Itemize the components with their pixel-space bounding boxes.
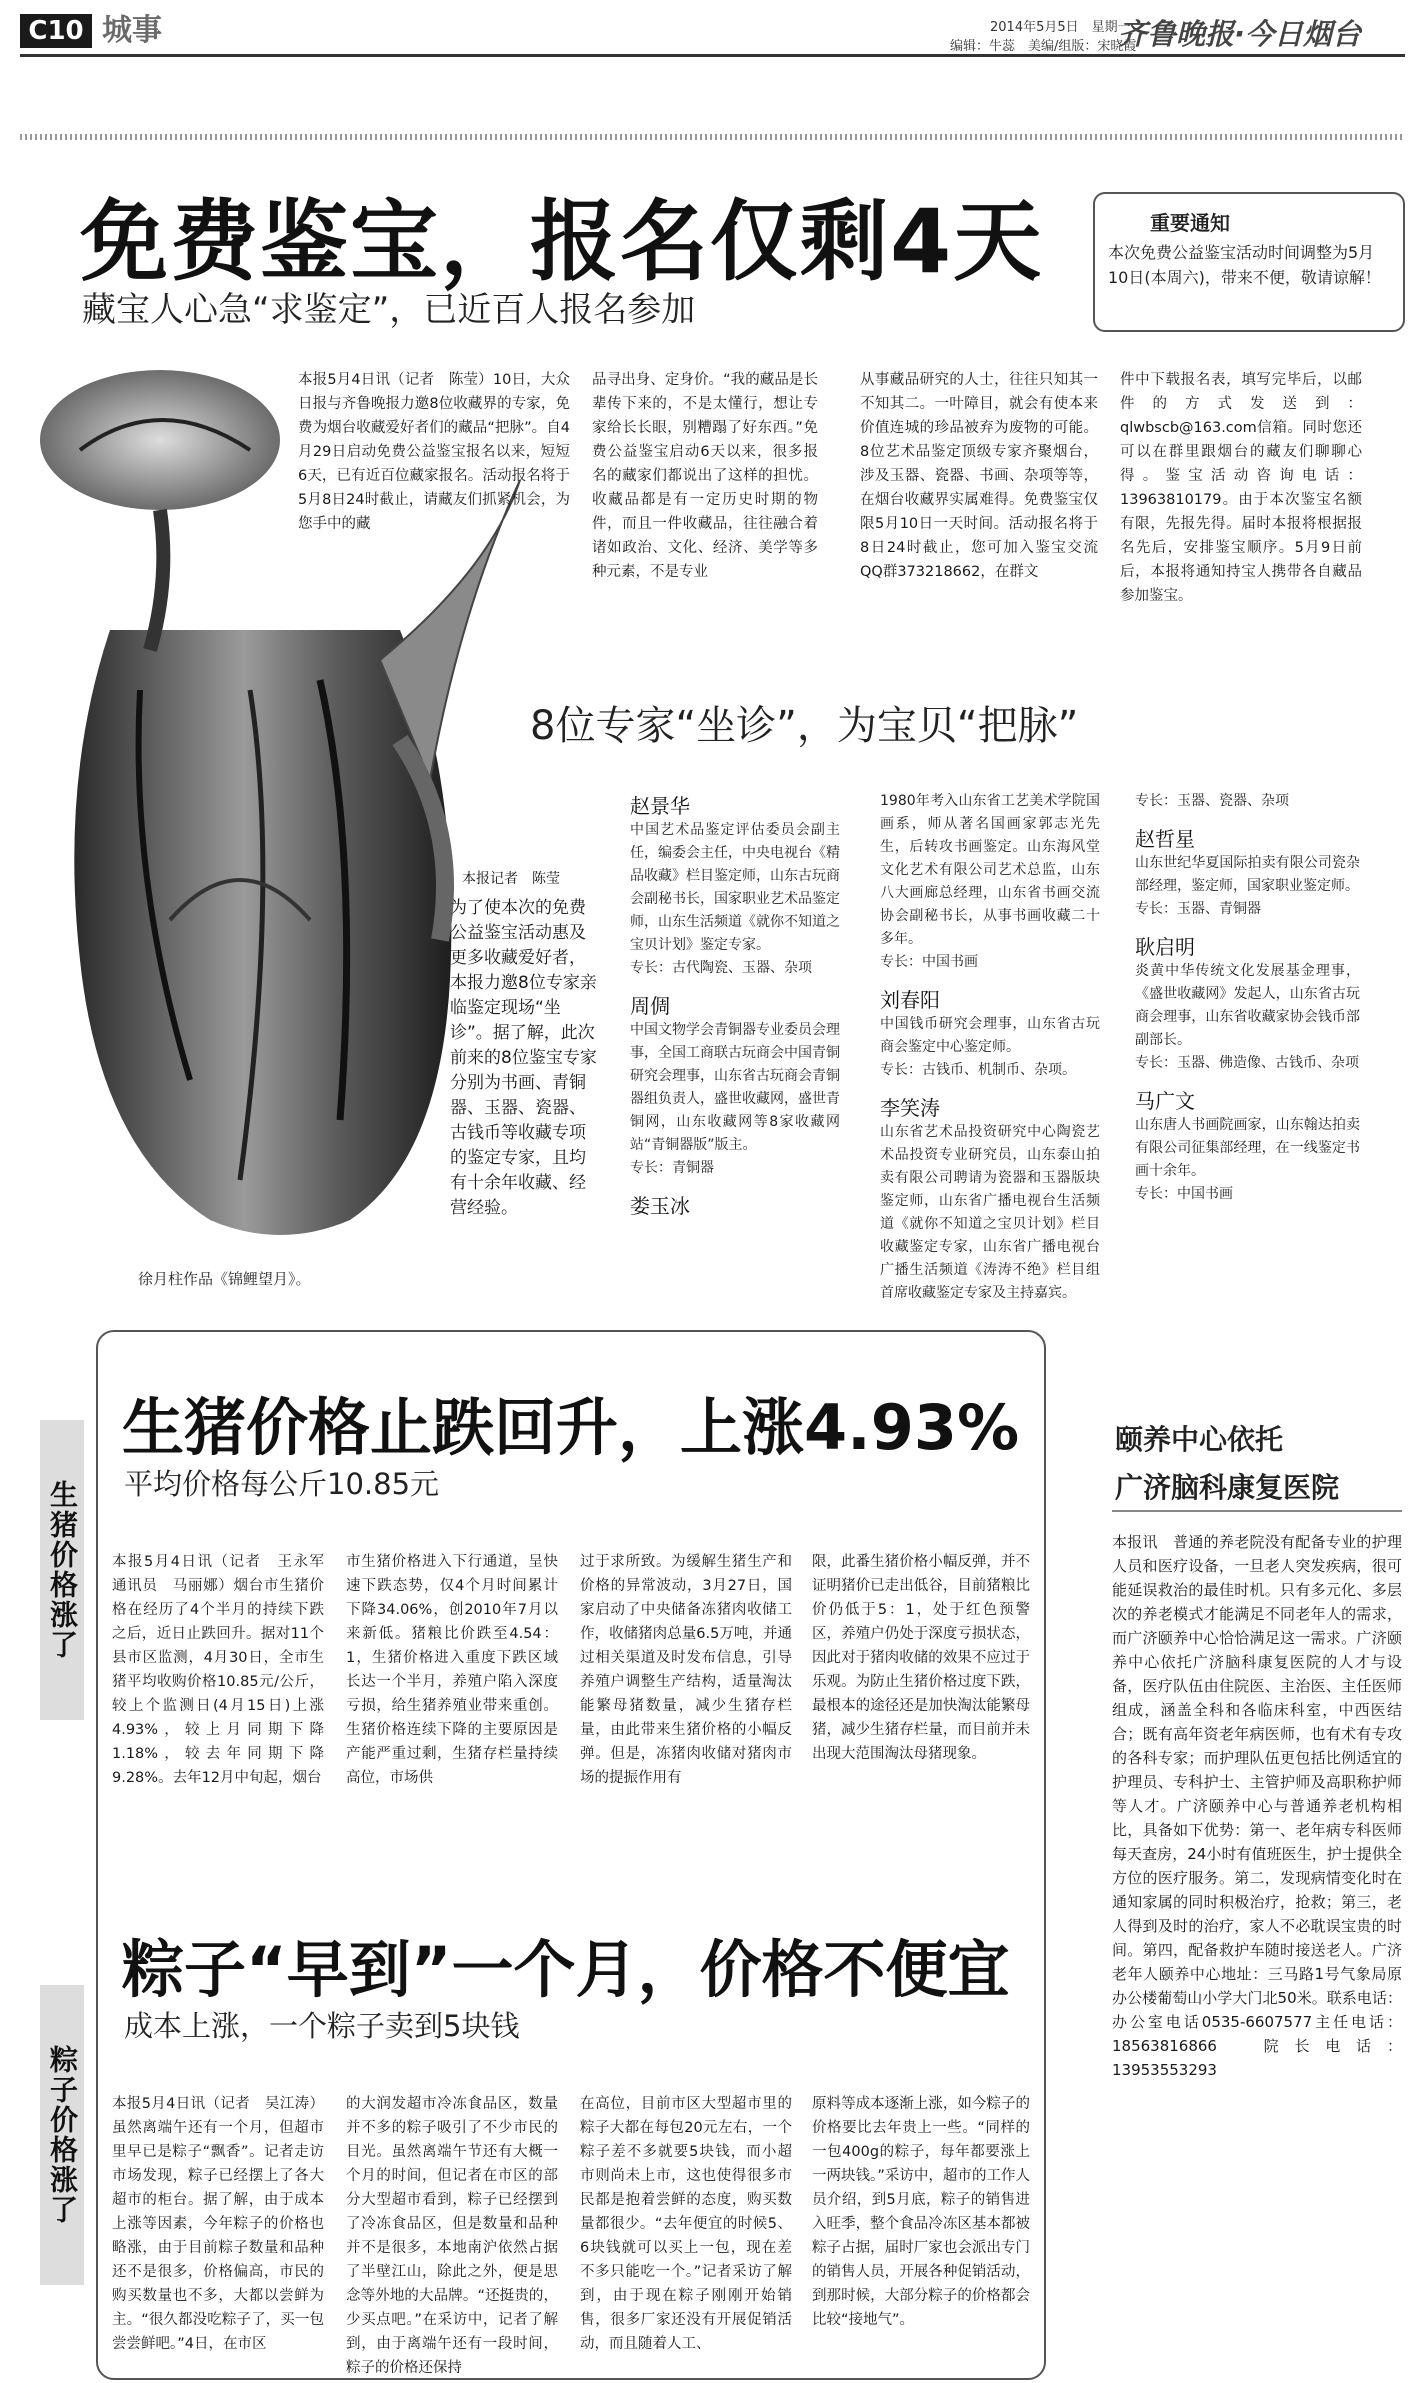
expert-bio: 山东世纪华夏国际拍卖有限公司瓷杂部经理，鉴定师，国家职业鉴定师。 xyxy=(1135,855,1360,894)
expert-column-1 xyxy=(630,790,840,1219)
zongzi-section-tab: 粽子价格涨了 xyxy=(40,1985,84,2285)
pig-column-1: 本报5月4日讯（记者 王永军 通讯员 马丽娜）烟台市生猪价格在经历了4个半月的持续下跌之后，近日止跌回升。据对11个县市区监测，4月30日，全市生猪平均收购价格10.85元/公斤，较上个监测日(4月15日)上涨4.93%，较上月同期下降1.18%，较去年同期下降9.28%。去年12月中旬起，烟台 xyxy=(112,1554,339,1786)
section-name: 城事 xyxy=(102,13,162,48)
expert-name: 娄玉冰 xyxy=(630,1194,690,1218)
pig-column-2: 市生猪价格进入下行通道，呈快速下跌态势，仅4个月时间累计下降34.06%，创2010年7月以来新低。猪粮比价跌至4.54：1，生猪价格进入重度下跌区域长达一个半月，养殖户陷入深度亏损，给生猪养殖业带来重创。生猪价格连续下降的主要原因是产能严重过剩，生猪存栏量持续高位，市场供 xyxy=(346,1554,558,1786)
expert-spec: 专长：玉器、佛造像、古钱币、杂项 xyxy=(1135,1055,1359,1071)
sidebar-body: 本报讯 普通的养老院没有配备专业的护理人员和医疗设备，一旦老人突发疾病，很可能延误救治的最佳时机。只有多元化、多层次的养老模式才能满足不同老年人的需求，而广济颐养中心恰恰满足这一需求。广济颐养中心依托广济脑科康复医院的人才与设备，医疗队伍由住院医、主治医、主任医师组成，涵盖全科和各临床科室，中西医结合；既有高年资老年病医师，也有术有专攻的各科专家；而护理队伍更包括比例适宜的护理员、专科护士、主管护师及高职称护师等人才。广济颐养中心与普通养老机构相比，具备如下优势：第一、老年病专科医师每天查房，24小时有值班医生，护士提供全方位的医疗服务。第二，发现病情变化时在通知家属的同时积极治疗，抢救；第三，老人得到及时的治疗，家人不必耽误宝贵的时间。第四，配备救护车随时接送老人。广济老年人颐养中心地址：三马路1号气象局原办公楼葡萄山小学大门北50米。联系电话：办公室电话0535-6607577主任电话：18563816866 院长电话：13953553293 xyxy=(1112,1533,1402,2079)
zongzi-column-1: 本报5月4日讯（记者 吴江涛）虽然离端午还有一个月，但超市里早已是粽子“飘香”。记者走访市场发现，粽子已经摆上了各大超市的柜台。据了解，由于成本上涨等因素，今年粽子的价格也略涨，由于目前粽子数量和品种还不是很多，价格偏高，市民的购买数量也不多，大都以尝鲜为主。“很久都没吃粽子了，买一包尝尝鲜吧。”4日，在市区 xyxy=(112,2096,324,2352)
expert-name: 刘春阳 xyxy=(880,988,940,1012)
hatch-divider xyxy=(20,134,1405,140)
lead-column-4: 件中下载报名表，填写完毕后，以邮件的方式发送到：qlwbscb@163.com信箱。同时您还可以在群里跟烟台的藏友们聊聊心得。鉴宝活动咨询电话：13963810179。由于本次鉴宝名额有限，先报先得。届时本报将根据报名先后，安排鉴宝顺序。5月9日前后，本报将通知持宝人携带各自藏品参加鉴宝。 xyxy=(1120,372,1362,604)
notice-title: 重要通知 xyxy=(1150,211,1230,235)
pig-headline: 生猪价格止跌回升，上涨4.93% xyxy=(122,1391,1020,1464)
expert-name: 赵景华 xyxy=(630,794,690,818)
zongzi-headline: 粽子“早到”一个月，价格不便宜 xyxy=(122,1933,1010,2006)
pig-column-4: 限，此番生猪价格小幅反弹，并不证明猪价已走出低谷，目前猪粮比价仍低于5：1，处于红色预警区，养殖户仍处于深度亏损状态，因此对于猪肉收储的效果不应过于乐观。为防止生猪价格过度下跌，最根本的途径还是加快淘汰能繁母猪，减少生猪存栏量，而目前并未出现大范围淘汰母猪现象。 xyxy=(812,1554,1030,1762)
sidebar-title-1: 颐养中心依托 xyxy=(1115,1423,1284,1456)
expert-bio: 中国钱币研究会理事，山东省古玩商会鉴定中心鉴定师。 xyxy=(880,1016,1100,1055)
lead-column-1: 本报5月4日讯（记者 陈莹）10日，大众日报与齐鲁晚报力邀8位收藏界的专家，免费为烟台收藏爱好者们的藏品“把脉”。自4月29日启动免费公益鉴宝报名以来，短短6天，已有近百位藏家报名。活动报名将于5月8日24时截止，请藏友们抓紧机会，为您手中的藏 xyxy=(298,372,570,532)
page-number: C10 xyxy=(20,14,92,48)
expert-spec: 专长：青铜器 xyxy=(630,1160,714,1176)
expert-spec: 专长：中国书画 xyxy=(1135,1186,1233,1202)
expert-bio: 1980年考入山东省工艺美术学院国画系，师从著名国画家郭志光先生，后转攻书画鉴定。山东海风堂文化艺术有限公司艺术总监，山东八大画廊总经理，山东省书画交流协会副秘书长，从事书画收藏二十多年。 xyxy=(880,793,1100,947)
sidebar-rule xyxy=(1112,1510,1402,1512)
sidebar-title-2: 广济脑科康复医院 xyxy=(1115,1471,1340,1504)
expert-bio: 中国艺术品鉴定评估委员会副主任，编委会主任，中央电视台《精品收藏》栏目鉴定师，山东古玩商会副秘书长，国家职业艺术品鉴定师，山东生活频道《就你不知道之宝贝计划》鉴定专家。 xyxy=(630,822,840,953)
expert-bio: 山东省艺术品投资研究中心陶瓷艺术品投资专业研究员，山东泰山拍卖有限公司聘请为瓷器和玉器版块鉴定师，山东省广播电视台生活频道《就你不知道之宝贝计划》栏目收藏鉴定专家，山东省广播电视台广播生活频道《涛涛不绝》栏目组首席收藏鉴定专家及主持嘉宾。 xyxy=(880,1124,1100,1301)
expert-name: 李笑涛 xyxy=(880,1096,940,1120)
expert-column-2 xyxy=(880,790,1100,1305)
image-caption: 徐月柱作品《锦鲤望月》。 xyxy=(138,1270,311,1288)
zongzi-subhead: 成本上涨，一个粽子卖到5块钱 xyxy=(124,2009,520,2043)
lead-headline: 免费鉴宝，报名仅剩4天 xyxy=(80,190,1044,293)
expert-name: 周倜 xyxy=(630,994,670,1018)
experts-reporter: 本报记者 陈莹 xyxy=(462,871,560,887)
pig-column-3: 过于求所致。为缓解生猪生产和价格的异常波动，3月27日，国家启动了中央储备冻猪肉收储工作，收储猪肉总量6.5万吨，并通过相关渠道及时发布信息，引导养殖户调整生产结构，适量淘汰能繁母猪数量，减少生猪存栏量，由此带来生猪价格的小幅反弹。但是，冻猪肉收储对猪肉市场的提振作用有 xyxy=(580,1554,792,1786)
expert-spec: 专长：玉器、青铜器 xyxy=(1135,901,1261,917)
expert-name: 马广文 xyxy=(1135,1089,1195,1113)
lead-subhead: 藏宝人心急“求鉴定”，已近百人报名参加 xyxy=(82,290,696,330)
expert-name: 耿启明 xyxy=(1135,935,1195,959)
expert-name: 赵哲星 xyxy=(1135,827,1195,851)
expert-column-3 xyxy=(1135,790,1360,1206)
date-line: 2014年5月5日 星期一 xyxy=(990,20,1131,35)
expert-spec: 专长：古钱币、机制币、杂项。 xyxy=(880,1062,1076,1078)
lead-column-2: 品寻出身、定身价。“我的藏品是长辈传下来的，不是太懂行，想让专家给长长眼，别糟蹋了好东西。”免费公益鉴宝启动6天以来，很多报名的藏家们都说出了这样的担忧。收藏品都是有一定历史时期的物件，而且一件收藏品，往往融合着诸如政治、文化、经济、美学等多种元素，不是专业 xyxy=(592,372,818,580)
expert-bio: 中国文物学会青铜器专业委员会理事，全国工商联古玩商会中国青铜研究会理事，山东省古玩商会青铜器组负责人，盛世收藏网，盛世青铜网，山东收藏网等8家收藏网站“青铜器版”版主。 xyxy=(630,1022,840,1153)
zongzi-column-3: 在高位，目前市区大型超市里的粽子大都在每包20元左右，一个粽子差不多就要5块钱，而小超市则尚未上市，这也使得很多市民都是抱着尝鲜的态度，购买数量都很少。“去年便宜的时候5、6块钱就可以买上一包，现在差不多只能吃一个。”记者采访了解到，由于现在粽子刚刚开始销售，很多厂家还没有开展促销活动，而且随着人工、 xyxy=(580,2096,792,2352)
header-rule xyxy=(20,54,1405,57)
experts-heading: 8位专家“坐诊”，为宝贝“把脉” xyxy=(530,703,1079,749)
newspaper-brand: 齐鲁晚报·今日烟台 xyxy=(1118,17,1362,51)
expert-spec: 专长：中国书画 xyxy=(880,954,978,970)
pig-section-tab: 生猪价格涨了 xyxy=(40,1420,84,1720)
expert-spec: 专长：古代陶瓷、玉器、杂项 xyxy=(630,960,812,976)
expert-bio: 炎黄中华传统文化发展基金理事，《盛世收藏网》发起人，山东省古玩商会理事，山东省收藏家协会钱币部副部长。 xyxy=(1135,963,1360,1048)
editor-line: 编辑：牛蕊 美编/组版：宋晓霞 xyxy=(950,39,1137,54)
expert-spec: 专长：玉器、瓷器、杂项 xyxy=(1135,793,1289,809)
experts-intro: 为了使本次的免费公益鉴宝活动惠及更多收藏爱好者，本报力邀8位专家亲临鉴定现场“坐诊”。据了解，此次前来的8位鉴宝专家分别为书画、青铜器、玉器、瓷器、古钱币等收藏专项的鉴定专家，且均有十余年收藏、经营经验。 xyxy=(450,898,597,1218)
notice-body: 本次免费公益鉴宝活动时间调整为5月10日(本周六)，带来不便，敬请谅解！ xyxy=(1108,243,1381,287)
expert-bio: 山东唐人书画院画家，山东翰达拍卖有限公司征集部经理，在一线鉴定书画十余年。 xyxy=(1135,1117,1360,1179)
zongzi-column-2: 的大润发超市冷冻食品区，数量并不多的粽子吸引了不少市民的目光。虽然离端午节还有大概一个月的时间，但记者在市区的部分大型超市看到，粽子已经摆到了冷冻食品区，但是数量和品种并不是很多，本地南沪依然占据了半壁江山，除此之外，便是思念等外地的大品牌。“还挺贵的，少买点吧。”在采访中，记者了解到，由于离端午还有一段时间，粽子的价格还保持 xyxy=(346,2096,558,2376)
lead-column-3: 从事藏品研究的人士，往往只知其一不知其二。一叶障目，就会有使本来价值连城的珍品被弃为废物的可能。8位艺术品鉴定顶级专家齐聚烟台，涉及玉器、瓷器、书画、杂项等等，在烟台收藏界实属难得。免费鉴宝仅限5月10日一天时间。活动报名将于8日24时截止，您可加入鉴宝交流QQ群373218662，在群文 xyxy=(860,372,1098,580)
zongzi-column-4: 原料等成本逐渐上涨，如今粽子的价格要比去年贵上一些。“同样的一包400g的粽子，每年都要涨上一两块钱。”采访中，超市的工作人员介绍，到5月底，粽子的销售进入旺季，整个食品冷冻区基本都被粽子占据，届时厂家也会派出专门的销售人员，开展各种促销活动，到那时候，大部分粽子的价格都会比较“接地气”。 xyxy=(812,2096,1030,2328)
pig-subhead: 平均价格每公斤10.85元 xyxy=(124,1467,440,1501)
